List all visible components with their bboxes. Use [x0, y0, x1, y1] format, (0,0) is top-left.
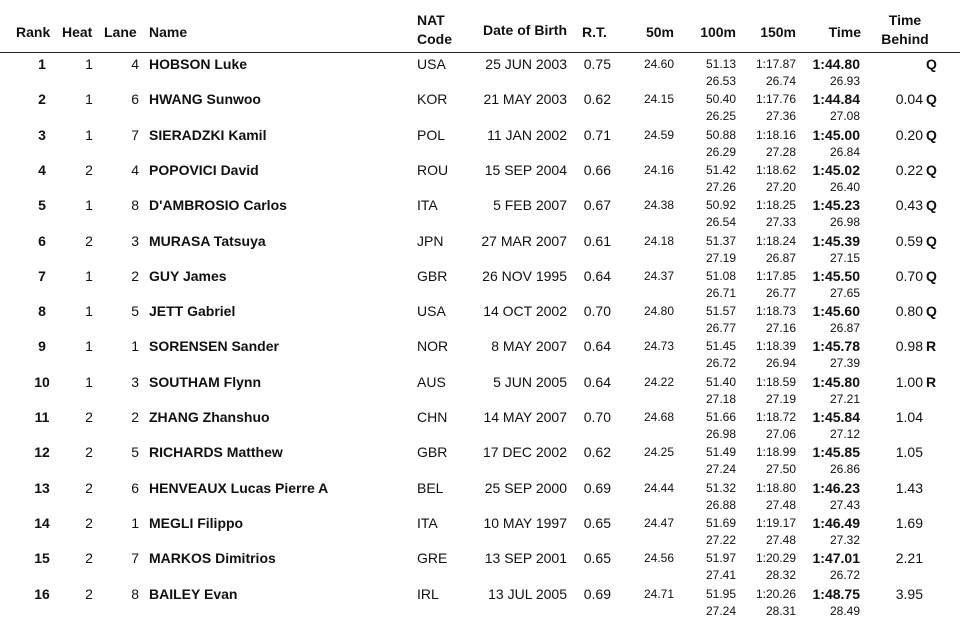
lap-split-200m: 26.93 — [829, 74, 860, 88]
athlete-name: RICHARDS Matthew — [149, 444, 283, 461]
header-nat-line2: Code — [417, 31, 452, 47]
lap-split-150m: 27.19 — [765, 391, 796, 406]
heat-cell: 1 — [85, 338, 93, 355]
qualification-mark: Q — [926, 56, 937, 72]
nat-code: BEL — [417, 479, 444, 496]
qualification-mark: Q — [926, 91, 937, 108]
lane-cell: 7 — [131, 126, 139, 143]
reaction-time: 0.65 — [583, 550, 611, 567]
split-150m: 1:18.80 — [755, 480, 796, 495]
lane-cell: 4 — [131, 161, 139, 178]
table-row — [0, 480, 960, 515]
nat-code: AUS — [417, 373, 446, 390]
rank-cell: 15 — [34, 550, 50, 567]
lap-split-200m: 27.32 — [829, 532, 860, 547]
split-50m: 24.16 — [643, 162, 674, 177]
lap-split-200m: 26.98 — [829, 215, 860, 230]
lap-split-200m: 26.40 — [829, 179, 860, 194]
reaction-time: 0.62 — [583, 91, 611, 108]
heat-cell: 2 — [85, 444, 93, 461]
heat-cell: 2 — [85, 161, 93, 178]
split-50m: 24.37 — [643, 268, 674, 283]
split-100m: 51.66 — [705, 410, 736, 424]
split-50m: 24.25 — [643, 445, 674, 460]
reaction-time: 0.69 — [583, 585, 611, 602]
split-150m: 1:18.59 — [755, 374, 796, 389]
date-of-birth: 8 MAY 2007 — [491, 338, 567, 355]
date-of-birth: 27 MAR 2007 — [481, 232, 567, 249]
lap-split-150m: 27.06 — [765, 427, 796, 441]
final-time: 1:48.75 — [812, 585, 860, 602]
split-150m: 1:20.29 — [755, 551, 796, 566]
split-100m: 50.40 — [705, 92, 736, 107]
nat-code: GBR — [417, 444, 448, 461]
athlete-name: D'AMBROSIO Carlos — [149, 197, 287, 214]
split-50m: 24.60 — [643, 57, 674, 71]
nat-code: ITA — [417, 197, 438, 214]
time-behind: 0.59 — [895, 232, 923, 249]
split-100m: 51.08 — [705, 268, 736, 283]
lane-cell: 3 — [131, 232, 139, 249]
table-row — [0, 586, 960, 621]
split-100m: 51.45 — [705, 339, 736, 354]
split-50m: 24.18 — [643, 233, 674, 248]
time-behind: 1.05 — [895, 444, 923, 461]
final-time: 1:45.39 — [812, 232, 860, 249]
date-of-birth: 13 JUL 2005 — [488, 585, 567, 602]
nat-code: POL — [417, 126, 446, 143]
header-nat-code — [417, 11, 452, 49]
rank-cell: 13 — [34, 479, 50, 496]
reaction-time: 0.64 — [583, 267, 611, 284]
table-row — [0, 91, 960, 126]
heat-cell: 2 — [85, 514, 93, 531]
header-100m: 100m — [700, 24, 736, 40]
qualification-mark: Q — [926, 267, 937, 284]
lane-cell: 3 — [131, 373, 139, 390]
rank-cell: 11 — [34, 409, 50, 425]
final-time: 1:45.00 — [812, 126, 860, 143]
final-time: 1:45.02 — [812, 161, 860, 178]
lane-cell: 4 — [131, 56, 139, 72]
final-time: 1:45.84 — [812, 409, 860, 425]
heat-cell: 1 — [85, 91, 93, 108]
split-50m: 24.47 — [643, 515, 674, 530]
lap-split-150m: 27.28 — [765, 144, 796, 159]
date-of-birth: 10 MAY 1997 — [483, 514, 567, 531]
athlete-name: SIERADZKI Kamil — [149, 126, 267, 143]
qualification-mark: Q — [926, 232, 937, 249]
date-of-birth: 25 JUN 2003 — [485, 56, 567, 72]
split-150m: 1:17.87 — [755, 57, 796, 71]
split-150m: 1:18.25 — [755, 198, 796, 213]
lap-split-200m: 27.12 — [829, 427, 860, 441]
athlete-name: ZHANG Zhanshuo — [149, 409, 270, 425]
split-150m: 1:20.26 — [755, 586, 796, 601]
heat-cell: 1 — [85, 126, 93, 143]
reaction-time: 0.65 — [583, 514, 611, 531]
split-50m: 24.73 — [643, 339, 674, 354]
lap-split-150m: 27.50 — [765, 462, 796, 477]
lap-split-100m: 26.29 — [705, 144, 736, 159]
lap-split-100m: 27.24 — [705, 603, 736, 618]
split-100m: 51.13 — [705, 57, 736, 71]
heat-cell: 2 — [85, 550, 93, 567]
lap-split-100m: 27.18 — [705, 391, 736, 406]
lap-split-100m: 26.71 — [705, 285, 736, 300]
table-row — [0, 233, 960, 268]
reaction-time: 0.70 — [583, 409, 611, 425]
rank-cell: 14 — [34, 514, 50, 531]
lap-split-100m: 26.88 — [705, 497, 736, 512]
date-of-birth: 21 MAY 2003 — [483, 91, 567, 108]
lap-split-150m: 26.87 — [765, 250, 796, 265]
lane-cell: 6 — [131, 91, 139, 108]
rank-cell: 7 — [38, 267, 46, 284]
heat-cell: 2 — [85, 232, 93, 249]
split-50m: 24.56 — [643, 551, 674, 566]
lap-split-100m: 27.26 — [705, 179, 736, 194]
lap-split-200m: 26.87 — [829, 321, 860, 336]
split-100m: 50.92 — [705, 198, 736, 213]
lap-split-100m: 26.53 — [705, 74, 736, 88]
header-heat: Heat — [62, 24, 93, 40]
nat-code: ITA — [417, 514, 438, 531]
rank-cell: 8 — [38, 303, 46, 320]
lap-split-200m: 27.43 — [829, 497, 860, 512]
qualification-mark: Q — [926, 126, 937, 143]
table-row — [0, 409, 960, 444]
lap-split-200m: 27.65 — [829, 285, 860, 300]
rank-cell: 4 — [38, 161, 46, 178]
lap-split-100m: 26.98 — [705, 427, 736, 441]
rank-cell: 5 — [38, 197, 46, 214]
split-150m: 1:18.16 — [755, 127, 796, 142]
rank-cell: 3 — [38, 126, 46, 143]
split-50m: 24.15 — [643, 92, 674, 107]
athlete-name: POPOVICI David — [149, 161, 259, 178]
lane-cell: 5 — [131, 444, 139, 461]
time-behind: 1.43 — [895, 479, 923, 496]
nat-code: USA — [417, 303, 446, 320]
split-100m: 51.32 — [705, 480, 736, 495]
lap-split-100m: 26.77 — [705, 321, 736, 336]
split-150m: 1:18.24 — [755, 233, 796, 248]
time-behind: 0.22 — [895, 161, 923, 178]
reaction-time: 0.70 — [583, 303, 611, 320]
date-of-birth: 11 JAN 2002 — [487, 126, 567, 143]
date-of-birth: 5 FEB 2007 — [493, 197, 567, 214]
final-time: 1:45.23 — [812, 197, 860, 214]
lane-cell: 5 — [131, 303, 139, 320]
split-100m: 51.37 — [705, 233, 736, 248]
header-time: Time — [828, 24, 861, 40]
heat-cell: 1 — [85, 267, 93, 284]
split-100m: 51.95 — [705, 586, 736, 601]
rank-cell: 6 — [38, 232, 46, 249]
header-reaction-time: R.T. — [582, 24, 607, 40]
lap-split-100m: 26.54 — [705, 215, 736, 230]
lap-split-150m: 27.48 — [765, 497, 796, 512]
athlete-name: MEGLI Filippo — [149, 514, 244, 531]
reaction-time: 0.62 — [583, 444, 611, 461]
athlete-name: HWANG Sunwoo — [149, 91, 261, 108]
split-150m: 1:18.99 — [755, 445, 796, 460]
header-nat-line1: NAT — [417, 12, 445, 28]
lap-split-100m: 27.24 — [705, 462, 736, 477]
header-behind-line1: Time — [888, 12, 922, 28]
date-of-birth: 17 DEC 2002 — [482, 444, 567, 461]
date-of-birth: 15 SEP 2004 — [484, 161, 567, 178]
lap-split-200m: 28.49 — [829, 603, 860, 618]
table-row — [0, 303, 960, 338]
qualification-mark: Q — [926, 161, 937, 178]
split-50m: 24.44 — [643, 480, 674, 495]
table-row — [0, 550, 960, 585]
date-of-birth: 13 SEP 2001 — [484, 550, 567, 567]
nat-code: KOR — [417, 91, 448, 108]
lap-split-150m: 27.33 — [765, 215, 796, 230]
time-behind: 0.98 — [895, 338, 923, 355]
header-50m: 50m — [645, 24, 674, 40]
header-time-behind — [870, 11, 940, 49]
split-150m: 1:19.17 — [755, 515, 796, 530]
athlete-name: JETT Gabriel — [149, 303, 236, 320]
athlete-name: BAILEY Evan — [149, 585, 238, 602]
rank-cell: 16 — [34, 585, 50, 602]
lap-split-150m: 28.31 — [765, 603, 796, 618]
heat-cell: 1 — [85, 56, 93, 72]
lane-cell: 1 — [131, 514, 139, 531]
nat-code: USA — [417, 56, 446, 72]
time-behind: 0.04 — [895, 91, 923, 108]
lap-split-150m: 27.36 — [765, 109, 796, 124]
athlete-name: MARKOS Dimitrios — [149, 550, 276, 567]
lap-split-150m: 27.16 — [765, 321, 796, 336]
final-time: 1:46.23 — [812, 479, 860, 496]
rank-cell: 12 — [34, 444, 50, 461]
lap-split-200m: 26.86 — [829, 462, 860, 477]
date-of-birth: 25 SEP 2000 — [484, 479, 567, 496]
table-row — [0, 268, 960, 303]
qualification-mark: Q — [926, 197, 937, 214]
heat-cell: 1 — [85, 197, 93, 214]
lap-split-200m: 26.84 — [829, 144, 860, 159]
split-50m: 24.22 — [643, 374, 674, 389]
heat-cell: 2 — [85, 409, 93, 425]
nat-code: IRL — [417, 585, 439, 602]
lap-split-100m: 27.41 — [705, 568, 736, 583]
split-150m: 1:18.39 — [755, 339, 796, 354]
time-behind: 0.43 — [895, 197, 923, 214]
nat-code: GBR — [417, 267, 448, 284]
final-time: 1:45.60 — [812, 303, 860, 320]
split-100m: 51.49 — [705, 445, 736, 460]
split-100m: 51.42 — [705, 162, 736, 177]
lap-split-100m: 27.22 — [705, 532, 736, 547]
reaction-time: 0.61 — [583, 232, 611, 249]
athlete-name: HOBSON Luke — [149, 56, 248, 72]
reaction-time: 0.75 — [583, 56, 611, 72]
split-150m: 1:17.76 — [755, 92, 796, 107]
table-row — [0, 127, 960, 162]
qualification-mark: R — [926, 338, 937, 355]
split-100m: 51.69 — [705, 515, 736, 530]
athlete-name: SORENSEN Sander — [149, 338, 279, 355]
athlete-name: MURASA Tatsuya — [149, 232, 266, 249]
heat-cell: 2 — [85, 479, 93, 496]
final-time: 1:45.78 — [812, 338, 860, 355]
table-row — [0, 374, 960, 409]
lap-split-150m: 26.94 — [765, 356, 796, 371]
time-behind: 2.21 — [895, 550, 923, 567]
lap-split-150m: 26.74 — [765, 74, 796, 88]
final-time: 1:45.85 — [812, 444, 860, 461]
final-time: 1:46.49 — [812, 514, 860, 531]
reaction-time: 0.64 — [583, 373, 611, 390]
header-lane: Lane — [104, 24, 137, 40]
nat-code: ROU — [417, 161, 449, 178]
reaction-time: 0.71 — [583, 126, 611, 143]
time-behind: 3.95 — [895, 585, 923, 602]
heat-cell: 1 — [85, 303, 93, 320]
reaction-time: 0.66 — [583, 161, 611, 178]
lane-cell: 8 — [131, 197, 139, 214]
split-150m: 1:18.62 — [755, 162, 796, 177]
lane-cell: 2 — [131, 409, 139, 425]
split-100m: 51.97 — [705, 551, 736, 566]
lap-split-100m: 26.72 — [705, 356, 736, 371]
table-row — [0, 338, 960, 373]
lap-split-200m: 26.72 — [829, 568, 860, 583]
split-100m: 51.40 — [705, 374, 736, 389]
header-behind-line2: Behind — [881, 31, 929, 47]
split-150m: 1:17.85 — [755, 268, 796, 283]
split-50m: 24.38 — [643, 198, 674, 213]
rank-cell: 1 — [38, 56, 46, 72]
athlete-name: HENVEAUX Lucas Pierre A — [149, 479, 329, 496]
lap-split-200m: 27.08 — [829, 109, 860, 124]
athlete-name: GUY James — [149, 267, 227, 284]
nat-code: NOR — [417, 338, 449, 355]
qualification-mark: R — [926, 373, 937, 390]
date-of-birth: 14 OCT 2002 — [483, 303, 567, 320]
lane-cell: 2 — [131, 267, 139, 284]
time-behind: 1.00 — [895, 373, 923, 390]
split-100m: 51.57 — [705, 304, 736, 319]
rank-cell: 10 — [34, 373, 50, 390]
split-50m: 24.68 — [643, 410, 674, 424]
date-of-birth: 5 JUN 2005 — [493, 373, 567, 390]
time-behind: 1.69 — [895, 514, 923, 531]
header-150m: 150m — [760, 24, 796, 40]
results-table-header — [0, 8, 960, 53]
lap-split-150m: 28.32 — [765, 568, 796, 583]
split-150m: 1:18.73 — [755, 304, 796, 319]
nat-code: GRE — [417, 550, 448, 567]
lap-split-200m: 27.15 — [829, 250, 860, 265]
qualification-mark: Q — [926, 303, 937, 320]
split-50m: 24.80 — [643, 304, 674, 319]
time-behind: 1.04 — [895, 409, 923, 425]
lap-split-200m: 27.21 — [829, 391, 860, 406]
lane-cell: 1 — [131, 338, 139, 355]
lap-split-100m: 27.19 — [705, 250, 736, 265]
lane-cell: 6 — [131, 479, 139, 496]
time-behind: 0.20 — [895, 126, 923, 143]
table-row — [0, 515, 960, 550]
table-row — [0, 162, 960, 197]
athlete-name: SOUTHAM Flynn — [149, 373, 261, 390]
header-name: Name — [149, 24, 188, 40]
final-time: 1:44.84 — [812, 91, 860, 108]
heat-cell: 2 — [85, 585, 93, 602]
lap-split-150m: 27.20 — [765, 179, 796, 194]
final-time: 1:45.80 — [812, 373, 860, 390]
lane-cell: 7 — [131, 550, 139, 567]
lap-split-150m: 27.48 — [765, 532, 796, 547]
split-50m: 24.59 — [643, 127, 674, 142]
table-row — [0, 56, 960, 91]
header-date-of-birth: Date of Birth — [483, 22, 567, 38]
split-100m: 50.88 — [705, 127, 736, 142]
reaction-time: 0.64 — [583, 338, 611, 355]
reaction-time: 0.69 — [583, 479, 611, 496]
nat-code: CHN — [417, 409, 448, 425]
table-row — [0, 197, 960, 232]
lap-split-150m: 26.77 — [765, 285, 796, 300]
lap-split-200m: 27.39 — [829, 356, 860, 371]
date-of-birth: 14 MAY 2007 — [483, 409, 567, 425]
split-150m: 1:18.72 — [755, 410, 796, 424]
final-time: 1:47.01 — [812, 550, 860, 567]
time-behind: 0.70 — [895, 267, 923, 284]
final-time: 1:45.50 — [812, 267, 860, 284]
reaction-time: 0.67 — [583, 197, 611, 214]
time-behind: 0.80 — [895, 303, 923, 320]
date-of-birth: 26 NOV 1995 — [482, 267, 567, 284]
nat-code: JPN — [417, 232, 444, 249]
rank-cell: 2 — [38, 91, 46, 108]
split-50m: 24.71 — [643, 586, 674, 601]
heat-cell: 1 — [85, 373, 93, 390]
lane-cell: 8 — [131, 585, 139, 602]
rank-cell: 9 — [38, 338, 46, 355]
lap-split-100m: 26.25 — [705, 109, 736, 124]
header-rank: Rank — [16, 24, 51, 40]
final-time: 1:44.80 — [812, 56, 860, 72]
table-row — [0, 444, 960, 479]
